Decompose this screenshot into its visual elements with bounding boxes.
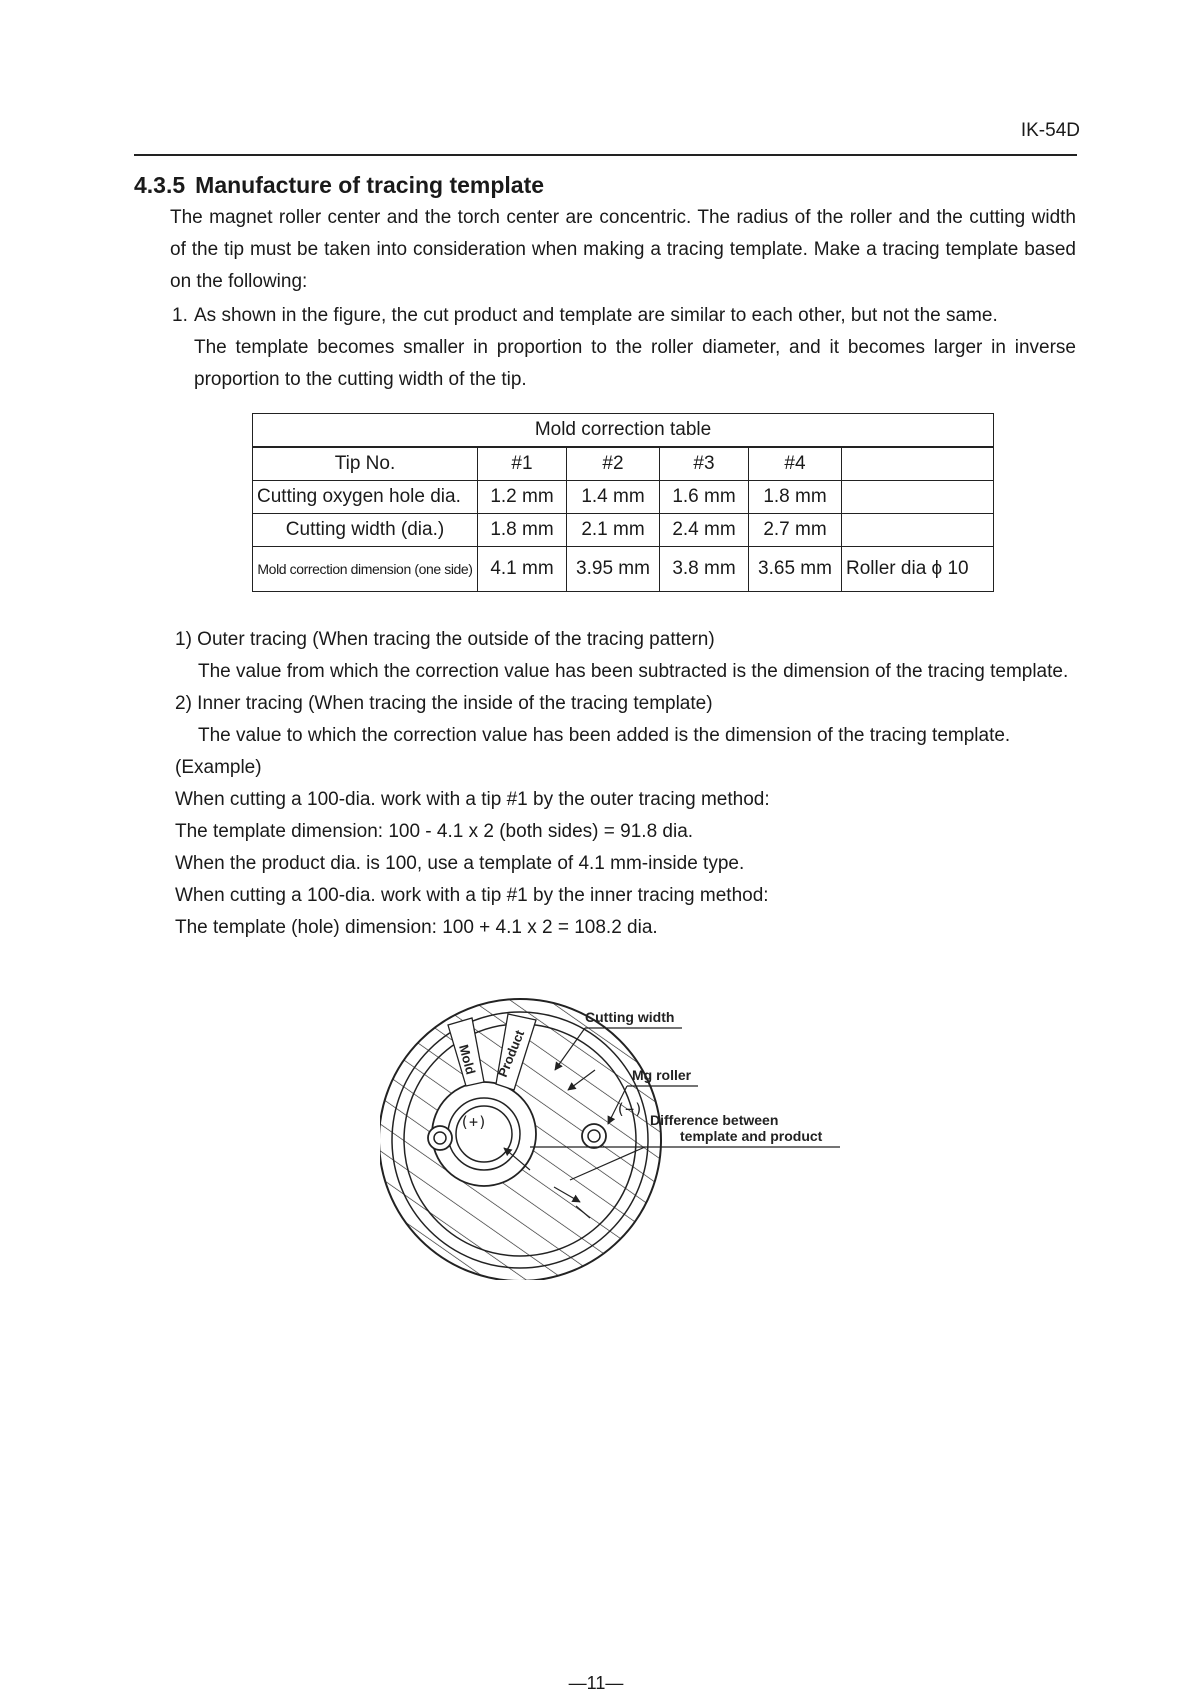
section-number: 4.3.5 bbox=[134, 172, 186, 198]
difference-label-line2: template and product bbox=[680, 1128, 823, 1144]
mold-correction-table bbox=[252, 413, 994, 592]
item-1-rest: The template becomes smaller in proportion to the roller diameter, and it becomes larger in inverse proportion to the cutting width of the tip. bbox=[194, 337, 1076, 390]
table-cell: 2.4 mm bbox=[660, 514, 749, 547]
page-number: —11— bbox=[568, 1673, 624, 1693]
example-label: (Example) bbox=[175, 757, 262, 778]
item-1-line1: As shown in the figure, the cut product and template are similar to each other, but not the same. bbox=[194, 305, 998, 326]
inner-tracing-text: The value to which the correction value has been added is the dimension of the tracing template. bbox=[198, 725, 1011, 746]
header-tip-4: #4 bbox=[749, 447, 842, 481]
tracing-diagram bbox=[380, 990, 940, 1280]
example-line: When cutting a 100-dia. work with a tip #1 by the inner tracing method: bbox=[175, 885, 769, 906]
intro-paragraph: The magnet roller center and the torch center are concentric. The radius of the roller and the cutting width of the tip must be taken into consideration when making a tracing template. Make a tracing template based on the following: bbox=[170, 207, 1076, 292]
section-title-text: Manufacture of tracing template bbox=[195, 172, 545, 198]
table-cell: 1.4 mm bbox=[567, 481, 660, 514]
example-line: When the product dia. is 100, use a template of 4.1 mm-inside type. bbox=[175, 853, 745, 874]
table-row bbox=[253, 547, 994, 592]
example-line: When cutting a 100-dia. work with a tip #1 by the outer tracing method: bbox=[175, 789, 770, 810]
table-cell: 2.7 mm bbox=[749, 514, 842, 547]
difference-label-line1: Difference between bbox=[650, 1112, 779, 1128]
header-tip-2: #2 bbox=[567, 447, 660, 481]
table-cell: 2.1 mm bbox=[567, 514, 660, 547]
plus-label: (+) bbox=[460, 1113, 488, 1131]
table-cell: Roller dia ϕ 10 bbox=[842, 547, 994, 592]
table-caption: Mold correction table bbox=[253, 414, 994, 448]
left-roller bbox=[428, 1126, 452, 1150]
row-label: Cutting oxygen hole dia. bbox=[253, 481, 478, 514]
item-1 bbox=[172, 300, 1076, 396]
product-label: Product bbox=[494, 1027, 528, 1080]
row-label: Mold correction dimension (one side) bbox=[253, 547, 478, 592]
outer-tracing-text: The value from which the correction value has been subtracted is the dimension of the tracing template. bbox=[198, 661, 1069, 682]
table-cell bbox=[842, 481, 994, 514]
section-title bbox=[134, 172, 544, 199]
table-cell: 3.65 mm bbox=[749, 547, 842, 592]
header-extra bbox=[842, 447, 994, 481]
header-tip-no: Tip No. bbox=[253, 447, 478, 481]
document-id: IK-54D bbox=[1020, 120, 1080, 141]
table-header-row bbox=[253, 447, 994, 481]
item-1-label: 1. bbox=[172, 305, 188, 326]
example-line: The template (hole) dimension: 100 + 4.1 x 2 = 108.2 dia. bbox=[175, 917, 658, 938]
table-cell: 3.95 mm bbox=[567, 547, 660, 592]
table-row bbox=[253, 481, 994, 514]
table-cell: 3.8 mm bbox=[660, 547, 749, 592]
header-tip-3: #3 bbox=[660, 447, 749, 481]
tracing-methods bbox=[175, 624, 1085, 944]
table-cell: 1.8 mm bbox=[478, 514, 567, 547]
mold-label: Mold bbox=[456, 1042, 479, 1077]
inner-tracing-heading: 2) Inner tracing (When tracing the inside of the tracing template) bbox=[175, 693, 713, 714]
minus-label: (−) bbox=[616, 1100, 644, 1118]
table-row bbox=[253, 514, 994, 547]
table-cell: 4.1 mm bbox=[478, 547, 567, 592]
row-label: Cutting width (dia.) bbox=[253, 514, 478, 547]
table-cell: 1.6 mm bbox=[660, 481, 749, 514]
table-cell bbox=[842, 514, 994, 547]
header-tip-1: #1 bbox=[478, 447, 567, 481]
right-roller bbox=[582, 1124, 606, 1148]
table-cell: 1.2 mm bbox=[478, 481, 567, 514]
outer-tracing-heading: 1) Outer tracing (When tracing the outside of the tracing pattern) bbox=[175, 629, 715, 650]
mg-roller-label: Mg roller bbox=[632, 1067, 692, 1083]
table-cell: 1.8 mm bbox=[749, 481, 842, 514]
cutting-width-label: Cutting width bbox=[585, 1009, 675, 1025]
header-rule bbox=[134, 154, 1077, 156]
example-line: The template dimension: 100 - 4.1 x 2 (both sides) = 91.8 dia. bbox=[175, 821, 694, 842]
